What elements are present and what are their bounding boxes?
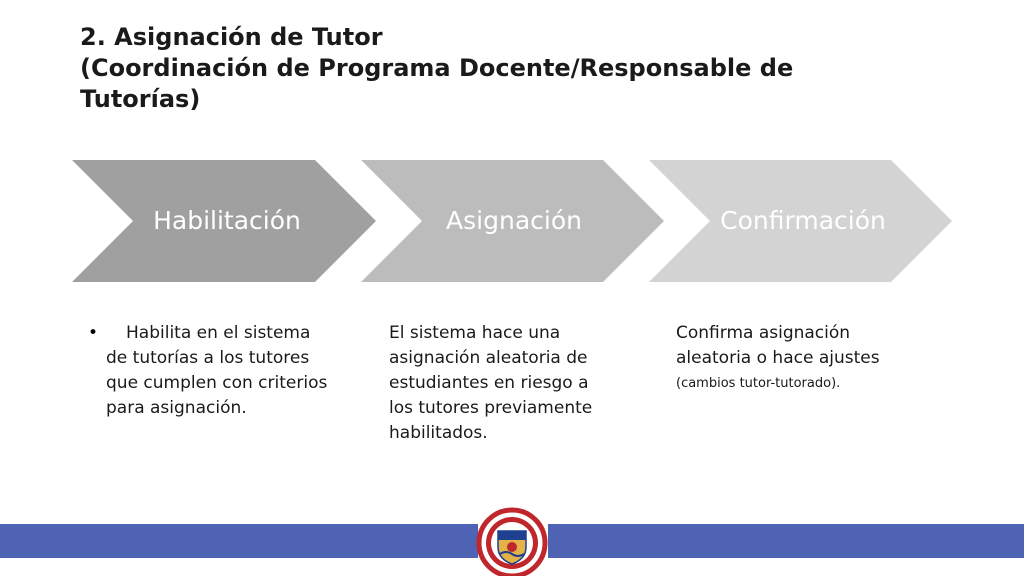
- footer-bar-left: [0, 524, 478, 558]
- description-line: que cumplen con criterios: [106, 373, 328, 393]
- step-confirmacion-label: Confirmación: [720, 206, 886, 235]
- description-note: (cambios tutor-tutorado).: [676, 376, 841, 391]
- description-line: Habilita en el sistema: [126, 323, 311, 343]
- description-line: El sistema hace una: [389, 323, 561, 343]
- title-line-3: Tutorías): [80, 85, 201, 113]
- description-line: de tutorías a los tutores: [106, 348, 310, 368]
- step-habilitacion-label: Habilitación: [153, 206, 301, 235]
- step-confirmacion-chevron: [649, 160, 952, 282]
- step-habilitacion-chevron: [72, 160, 376, 282]
- step-confirmacion-description: [676, 321, 880, 396]
- step-asignacion-chevron: [361, 160, 664, 282]
- step-asignacion-description: [389, 321, 592, 446]
- description-line: los tutores previamente: [389, 398, 593, 418]
- bullet-marker: •: [88, 323, 99, 343]
- step-habilitacion-description: [106, 321, 327, 421]
- university-seal-icon: [474, 507, 550, 576]
- title-line-2: (Coordinación de Programa Docente/Responsable de: [80, 54, 794, 82]
- title-line-1: 2. Asignación de Tutor: [80, 23, 383, 51]
- description-line: estudiantes en riesgo a: [389, 373, 589, 393]
- description-line: Confirma asignación: [676, 323, 851, 343]
- description-line: aleatoria o hace ajustes: [676, 348, 880, 368]
- description-line: habilitados.: [389, 423, 488, 443]
- footer-bar-right: [548, 524, 1024, 558]
- description-line: para asignación.: [106, 398, 247, 418]
- description-line: asignación aleatoria de: [389, 348, 588, 368]
- step-asignacion-label: Asignación: [446, 206, 582, 235]
